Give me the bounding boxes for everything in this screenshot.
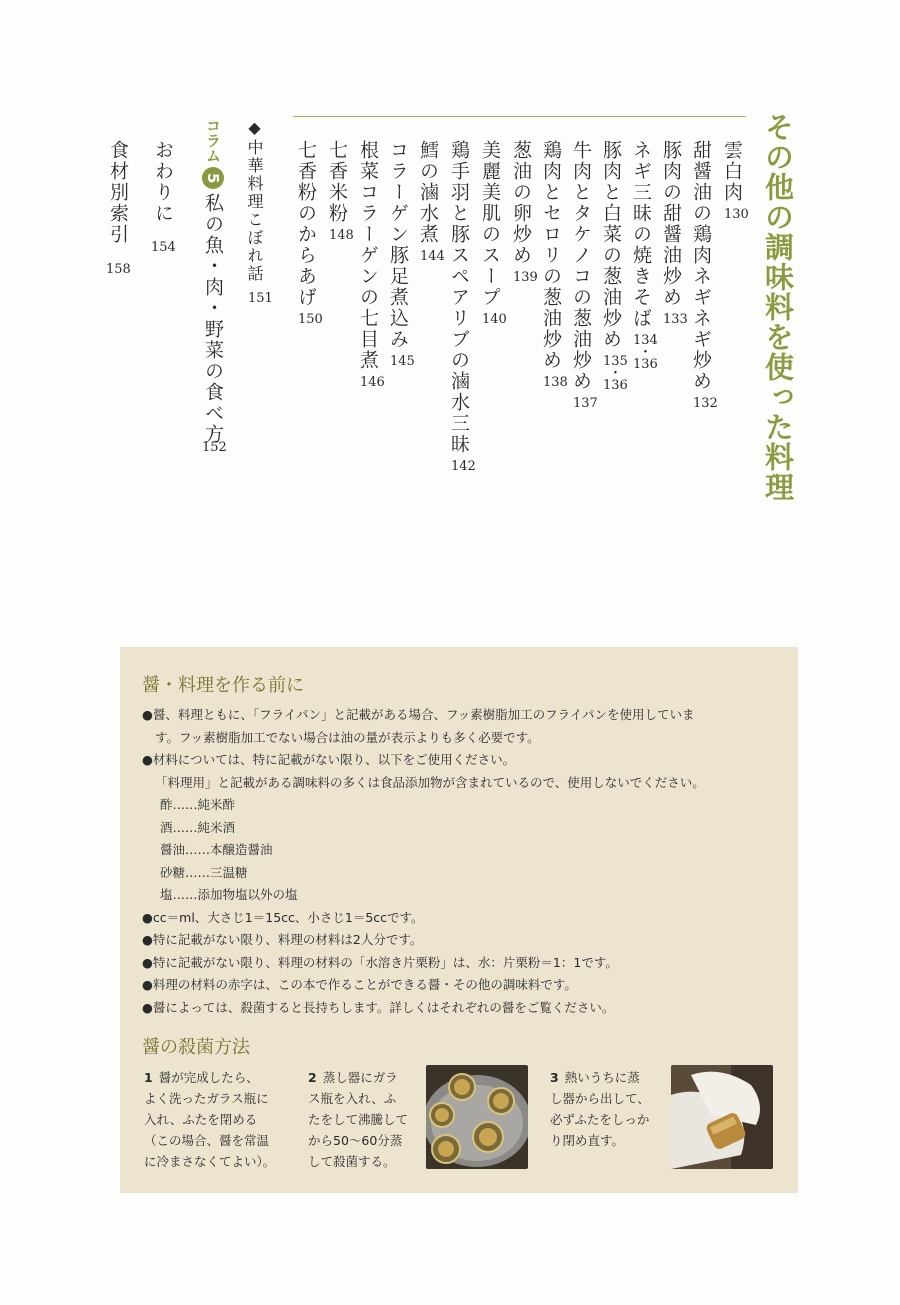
toc-entry-title: 鱈の滷水煮 [417,140,439,245]
notes-box [120,647,798,1193]
toc-entry[interactable] [631,140,650,329]
step-number: 1 [144,1070,153,1085]
step-line: 1 醤が完成したら、 [144,1070,259,1085]
index-page: 158 [106,262,131,277]
toc-entry-page: 138 [543,375,568,390]
toc-entry-title: ネギ三昧の焼きそば [630,140,652,329]
notes-list [142,704,792,1019]
column-page: 152 [202,440,227,455]
step-line: り閉め直す。 [550,1133,625,1148]
toc-entry-page: 137 [573,396,598,411]
toc-entry-page: 142 [451,459,476,474]
note-line: す。フッ素樹脂加工でない場合は油の量が表示よりも多く必要です。 [155,729,540,745]
toc-entry-title: 豚肉の甜醤油炒め [660,140,682,308]
toc-entry[interactable] [246,118,262,283]
toc-entry[interactable] [418,140,437,245]
column-title: 私の魚・肉・野菜の食べ方 [202,193,224,445]
step-line: （この場合、醤を常温 [144,1133,270,1148]
step-line: して殺菌する。 [308,1154,396,1169]
toc-entry-page: 146 [360,375,385,390]
afterword-page: 154 [151,240,176,255]
column-entry[interactable] [200,118,227,445]
toc-section-title: その他の調味料を使った料理 [761,112,795,502]
toc-entry-page: 151 [248,291,273,306]
toc-entry-page: 133 [663,312,688,327]
toc-entry[interactable] [296,140,315,308]
column-number-badge: 5 [202,167,224,189]
toc-entry[interactable] [480,140,499,308]
toc-entry-page: 132 [693,396,718,411]
step-line: 3 熱いうちに蒸 [550,1070,640,1085]
afterword-entry[interactable] [153,140,172,224]
index-entry[interactable] [108,140,127,245]
toc-entry-title: 七香粉のからあげ [295,140,317,308]
closing-lid-photo [671,1065,773,1169]
step-line: 入れ、ふたを閉める [144,1112,258,1127]
step-line: よく洗ったガラス瓶に [144,1091,269,1106]
step-number: 3 [550,1070,559,1085]
steamer-jars-photo [426,1065,528,1169]
toc-entry[interactable] [661,140,680,308]
toc-entry[interactable] [388,140,407,350]
step-line: ス瓶を入れ、ふ [308,1091,397,1106]
toc-divider [293,116,746,117]
note-line: 酒……純米酒 [160,819,236,835]
toc-entry-page: 135 ・ 136 [603,354,628,393]
note-line: ●材料については、特に記載がない限り、以下をご使用ください。 [142,752,516,767]
step-number: 2 [308,1070,317,1085]
toc-entry[interactable] [691,140,710,392]
column-label: コラム [204,118,222,163]
step-line: し器から出して、 [550,1091,650,1106]
toc-entry[interactable] [358,140,377,371]
toc-entry[interactable] [327,140,346,224]
toc-entry-title: 豚肉と白菜の葱油炒め [600,140,622,350]
toc-entry-title: 甜醤油の鶏肉ネギネギ炒め [690,140,712,392]
toc-entry-title: 七香米粉 [326,140,348,224]
toc-entry-title: 葱油の卵炒め [510,140,532,266]
note-line: 塩……添加物塩以外の塩 [160,887,298,902]
toc-entry-title: 根菜コラーゲンの七目煮 [357,140,379,371]
note-line: 「料理用」と記載がある調味料の多くは食品添加物が含まれているので、使用しないでください。 [155,774,705,790]
toc-entry-page: 150 [298,312,323,327]
toc-entry-page: 148 [329,228,354,243]
toc-entry-title: 雲白肉 [721,140,743,203]
note-line: 酢……純米酢 [160,797,236,812]
step-1 [144,1067,294,1172]
step-line: 2 蒸し器にガラ [308,1070,398,1085]
step-3 [550,1067,668,1151]
toc-entry[interactable] [541,140,560,371]
step-line: たをして沸騰して [308,1112,409,1127]
toc-entry-title: 牛肉とタケノコの葱油炒め [570,140,592,392]
toc-entry[interactable] [601,140,620,350]
note-line: ●cc＝ml、大さじ1＝15cc、小さじ1＝5ccです。 [142,909,424,925]
step-2 [308,1067,426,1172]
afterword-title: おわりに [152,140,174,224]
toc-entry-title: コラーゲン豚足煮込み [387,140,409,350]
note-line: ●醤、料理ともに、「フライパン」と記載がある場合、フッ素樹脂加工のフライパンを使用していま [142,707,695,722]
note-line: ●料理の材料の赤字は、この本で作ることができる醤・その他の調味料です。 [142,977,577,992]
toc-entry[interactable] [511,140,530,266]
step-line: に冷まさなくてよい）。 [144,1154,276,1169]
note-line: ●醤によっては、殺菌すると長持ちします。詳しくはそれぞれの醤をご覧ください。 [142,999,615,1015]
toc-entry-title: 鶏肉とセロリの葱油炒め [540,140,562,371]
note-line: 砂糖……三温糖 [160,864,248,880]
toc-entry-title: 美麗美肌のスープ [479,140,501,308]
toc-entry[interactable] [571,140,590,392]
step-line: から50～60分蒸 [308,1133,403,1148]
toc-entry[interactable] [449,140,468,455]
note-line: ●特に記載がない限り、料理の材料は2人分です。 [142,932,423,947]
toc-entry-title: ◆中華料理こぼれ話 [245,118,264,283]
toc-entry-page: 134 ・ 136 [633,333,658,372]
toc-entry-page: 145 [390,354,415,369]
toc-entry[interactable] [722,140,741,203]
note-line: 醤油……本醸造醤油 [160,842,273,857]
step-line: 必ずふたをしっか [550,1112,650,1127]
toc-entry-page: 140 [482,312,507,327]
index-title: 食材別索引 [107,140,129,245]
note-line: ●特に記載がない限り、料理の材料の「水溶き片栗粉」は、水：片栗粉＝1：1です。 [142,954,618,970]
toc-entry-page: 144 [420,249,445,264]
toc-entry-title: 鶏手羽と豚スペアリブの滷水三昧 [448,140,470,455]
toc-entry-page: 139 [513,270,538,285]
notes-heading: 醤・料理を作る前に [142,675,304,696]
sterilize-heading: 醤の殺菌方法 [142,1037,250,1058]
toc-entry-page: 130 [724,207,749,222]
